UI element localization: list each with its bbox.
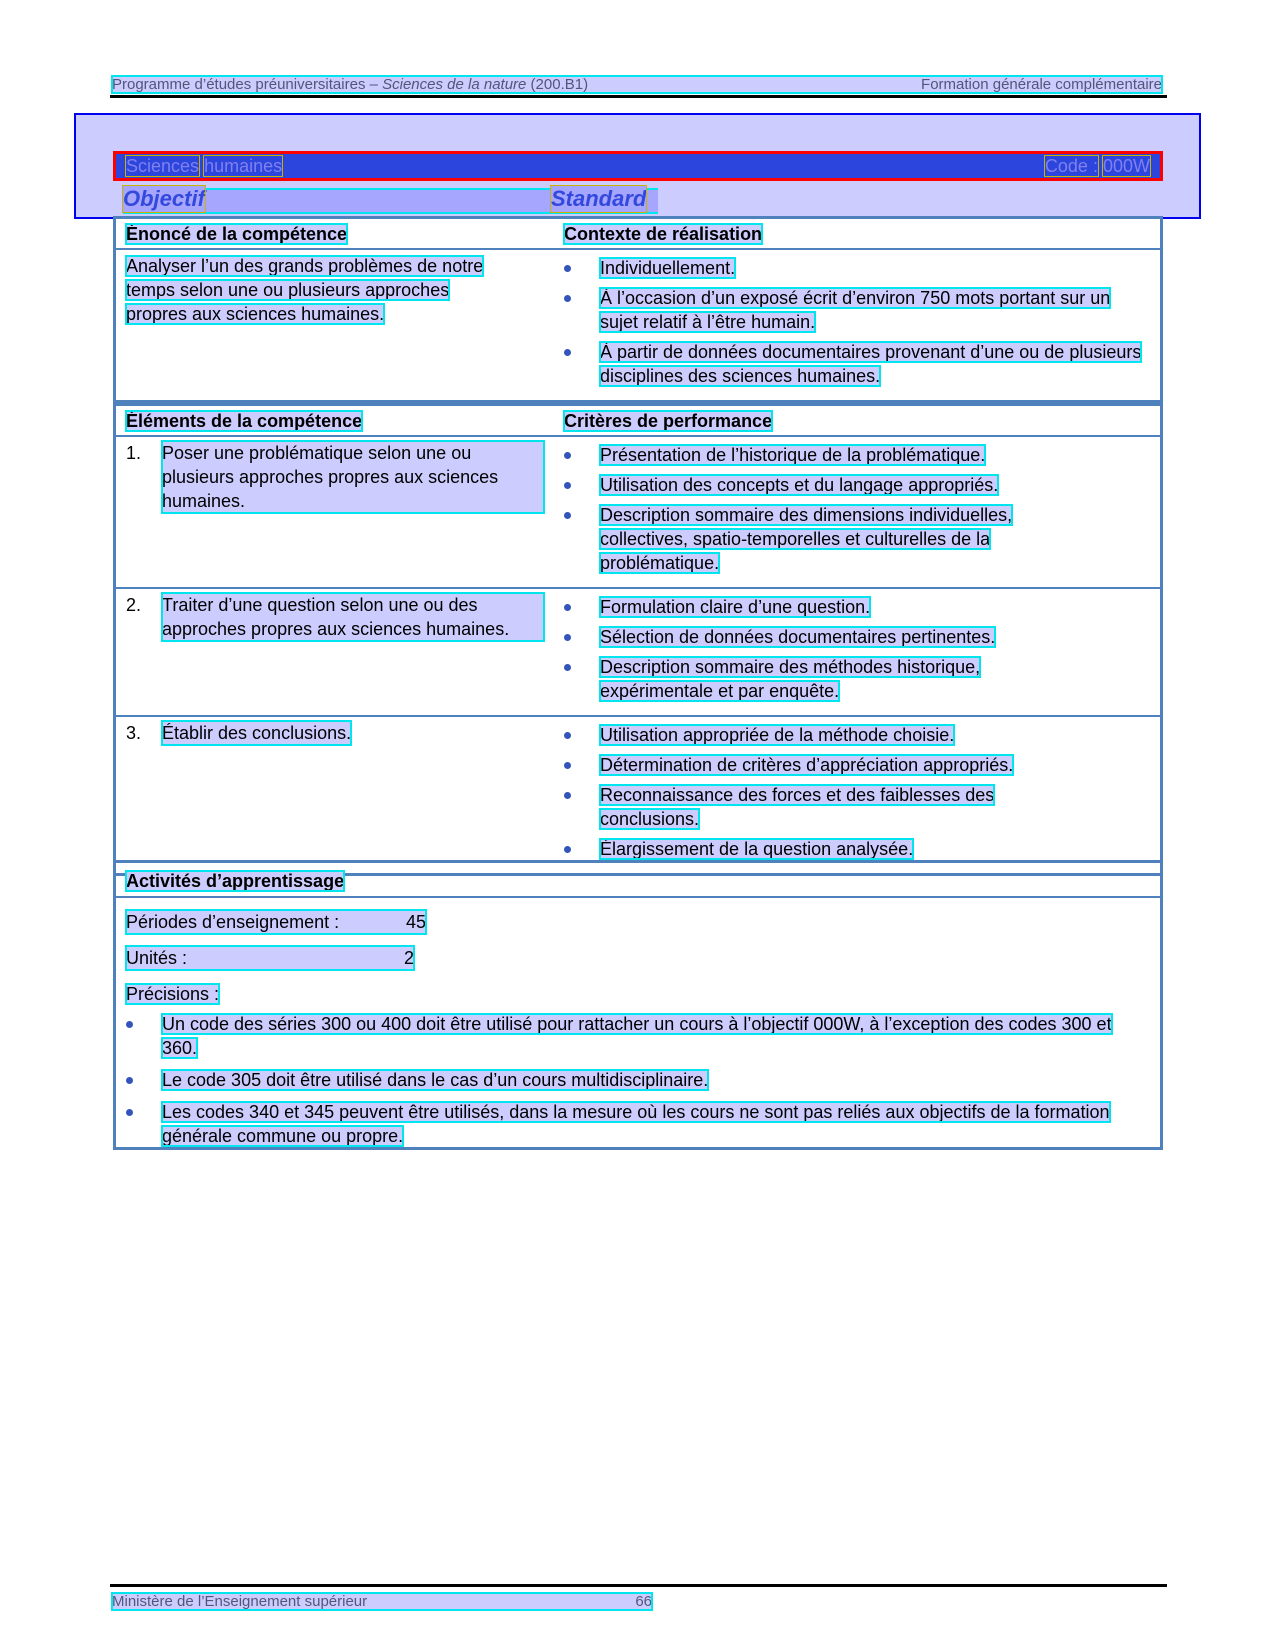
criterion-text: Sélection de données documentaires pertinentes. <box>600 627 996 647</box>
page-number: 66 <box>635 1593 652 1610</box>
criterion-text: Détermination de critères d’appréciation appropriés. <box>600 755 1014 775</box>
code-label: Code : <box>1044 155 1098 176</box>
header-suffix: (200.B1) <box>526 76 589 93</box>
activities-header: Activités d’apprentissage <box>126 871 345 891</box>
context-item <box>564 256 1150 280</box>
competence-header: Énoncé de la compétence <box>126 224 348 244</box>
periods-field <box>126 910 426 934</box>
criterion-item <box>564 625 1150 649</box>
precision-item <box>126 1068 1150 1092</box>
competence-table <box>113 216 1163 403</box>
criterion-text: Utilisation appropriée de la méthode choisie. <box>600 725 955 745</box>
context-text: À partir de données documentaires provenant d’une ou de plusieurs disciplines des sciences humaines. <box>600 342 1142 386</box>
units-value: 2 <box>403 948 414 968</box>
title-bar <box>113 151 1163 181</box>
elements-header: Éléments de la compétence <box>126 411 363 431</box>
code-value: 000W <box>1102 155 1150 176</box>
criterion-item <box>564 837 1150 861</box>
footer-rule <box>110 1584 1167 1587</box>
context-text: Individuellement. <box>600 258 736 278</box>
context-header: Contexte de réalisation <box>564 224 763 244</box>
precisions-list <box>116 1012 1160 1148</box>
element-number: 1. <box>126 443 142 463</box>
discipline-word: humaines <box>204 155 283 176</box>
discipline-word: Sciences <box>126 155 200 176</box>
precision-text: Les codes 340 et 345 peuvent être utilisés, dans la mesure où les cours ne sont pas reliés aux objectifs de la formation générale commune ou propre. <box>162 1102 1110 1146</box>
precisions-label: Précisions : <box>126 984 220 1004</box>
periods-label: Périodes d’enseignement : <box>126 912 340 932</box>
context-item <box>564 286 1150 334</box>
criterion-text: Formulation claire d’une question. <box>600 597 871 617</box>
criterion-item <box>564 655 1150 703</box>
criterion-text: Description sommaire des méthodes historique, expérimentale et par enquête. <box>600 657 981 701</box>
precision-text: Le code 305 doit être utilisé dans le cas d’un cours multidisciplinaire. <box>162 1070 709 1090</box>
criterion-item <box>564 443 1150 467</box>
context-item <box>564 340 1150 388</box>
element-text: Traiter d’une question selon une ou des approches propres aux sciences humaines. <box>162 593 544 641</box>
criterion-item <box>564 595 1150 619</box>
header-rule <box>110 95 1167 98</box>
periods-value: 45 <box>405 912 426 932</box>
objective-label: Objectif <box>123 186 205 211</box>
element-text: Établir des conclusions. <box>162 723 352 743</box>
course-code <box>1045 156 1150 177</box>
criteria-header: Critères de performance <box>564 411 773 431</box>
context-text: À l’occasion d’un exposé écrit d’environ 750 mots portant sur un sujet relatif à l’être humain. <box>600 288 1111 332</box>
element-text: Poser une problématique selon une ou plusieurs approches propres aux sciences humaines. <box>162 441 544 513</box>
competence-statement: Analyser l’un des grands problèmes de notre temps selon une ou plusieurs approches propres aux sciences humaines. <box>126 256 484 324</box>
criterion-item <box>564 503 1150 575</box>
element-number: 2. <box>126 595 142 615</box>
header-section: Formation générale complémentaire <box>921 76 1162 93</box>
learning-activities <box>113 860 1163 1150</box>
criterion-item <box>564 783 1150 831</box>
elements-table <box>113 403 1163 876</box>
criterion-text: Reconnaissance des forces et des faiblesses des conclusions. <box>600 785 995 829</box>
units-field <box>126 946 414 970</box>
precision-text: Un code des séries 300 ou 400 doit être utilisé pour rattacher un cours à l’objectif 000W, à l’exception des codes 300 et 360. <box>162 1014 1112 1058</box>
element-number: 3. <box>126 723 142 743</box>
element-item <box>126 593 544 641</box>
criterion-item <box>564 473 1150 497</box>
footer-ministry: Ministère de l’Enseignement supérieur <box>112 1593 368 1610</box>
header-program <box>112 76 588 93</box>
criterion-item <box>564 753 1150 777</box>
running-header <box>112 76 1162 93</box>
standard-label: Standard <box>551 186 647 211</box>
units-label: Unités : <box>126 948 188 968</box>
criterion-text: Présentation de l’historique de la problématique. <box>600 445 986 465</box>
header-program-name: Sciences de la nature <box>382 76 527 93</box>
header-prefix: Programme d’études préuniversitaires – <box>112 76 383 93</box>
precision-item <box>126 1100 1150 1148</box>
criterion-text: Description sommaire des dimensions individuelles, collectives, spatio-temporelles et culturelles de la problématique. <box>600 505 1013 573</box>
element-item <box>126 721 544 745</box>
criterion-text: Élargissement de la question analysée. <box>600 839 914 859</box>
element-item <box>126 441 544 513</box>
discipline-title <box>126 156 282 177</box>
criterion-text: Utilisation des concepts et du langage appropriés. <box>600 475 999 495</box>
section-labels <box>123 186 1163 214</box>
running-footer <box>112 1593 652 1610</box>
precision-item <box>126 1012 1150 1060</box>
criterion-item <box>564 723 1150 747</box>
